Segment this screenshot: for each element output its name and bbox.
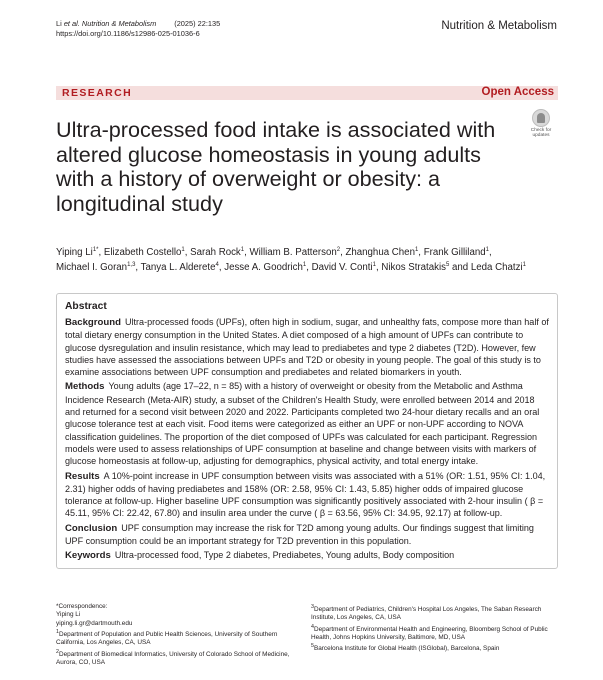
methods-label: Methods (65, 381, 105, 393)
citation-line (56, 19, 220, 29)
author-9[interactable]: Jesse A. Goodrich$^1$ (224, 261, 307, 274)
affiliation-1: $^1$Department of Population and Public Health Sciences, University of Southern California, Los Angeles, CA, USA (56, 628, 278, 647)
abstract-conclusion (65, 522, 549, 548)
correspondence-label: *Correspondence: (56, 603, 108, 610)
author-8[interactable]: Tanya L. Alderete$^4$ (140, 261, 219, 274)
author-3[interactable]: Sarah Rock$^1$ (190, 246, 245, 258)
article-type-label: RESEARCH (62, 87, 133, 99)
footnotes-left (56, 603, 296, 667)
abstract-background (65, 316, 549, 378)
author-10[interactable]: David V. Conti$^1$ (311, 261, 376, 274)
check-for-updates-label: Check for updates (530, 128, 552, 139)
correspondence-name: Yiping Li (56, 611, 81, 619)
author-11[interactable]: Nikos Stratakis$^5$ (381, 261, 450, 274)
abstract-keywords (65, 549, 549, 562)
author-6[interactable]: Frank Gilliland$^1$ (423, 246, 489, 258)
conclusion-label: Conclusion (65, 522, 118, 534)
author-7[interactable]: Michael I. Goran$^{1,3}$ (56, 261, 136, 274)
abstract-methods (65, 380, 549, 467)
author-4[interactable]: William B. Patterson$^2$ (249, 246, 341, 258)
background-text: Ultra-processed foods (UPFs), often high in sodium, sugar, and unhealthy fats, compose more than half of total dietary energy consumption in the United States. A diet composed of a high amount of UPFs can contribute to glucose dysregulation and insulin resistance, which may lead to prediabetes and type 2 diabetes (T2D). However, few studies have assessed the associations between UPFs and T2D or obesity in young people. The goal of this study is to examine associations between UPF consumption and prediabetes and related biomarkers in youth. (65, 317, 549, 378)
running-header (56, 19, 220, 39)
methods-text: Young adults (age 17–22, n = 85) with a history of overweight or obesity from the Metabolic and Asthma Incidence Research (Meta-AIR) study, a subset of the Children's Health Study, were enrolled between 2014 and 2018 and returned for a second visit between 2020 and 2022. Participants completed two 24-hour dietary recalls and an oral glucose tolerance test at each visit. Food items were categorized as either an UPF or non-UPF according to NOVA classification guidelines. The proportion of the diet composed of UPFs was calculated for each participant. Regression models were used to assess relationships of UPF consumption at baseline and change between visits with markers of glucose homeostasis at follow-up, adjusting for demographics, physical activity, and total energy intake. (65, 381, 540, 467)
author-12[interactable]: Leda Chatzi$^1$ (470, 261, 526, 274)
abstract-box (56, 293, 558, 569)
check-for-updates-badge[interactable] (528, 109, 554, 139)
author-list: Yiping $Li^{1*}$, Elizabeth Costello$^1$, Sarah Rock$^1$, William B. Patterson$^2$, Zhanghua Chen$^1$, Frank Gilliland$^1$, Michael I. Goran$^{1,3}$, Tanya L. Alderete$^4$, Jesse A. Goodrich$^1$, David V. Conti$^1$, Nikos Stratakis$^5$ and Leda Chatzi$^1$ (56, 246, 526, 274)
keywords-text: Ultra-processed food, Type 2 diabetes, Prediabetes, Young adults, Body composition (114, 550, 455, 561)
affiliation-4: $^4$Department of Environmental Health and Engineering, Bloomberg School of Public Health, Johns Hopkins University, Baltimore, MD, USA (311, 623, 548, 642)
bookmark-icon (532, 109, 550, 127)
open-access-label: Open Access (481, 86, 554, 98)
affiliation-2: $^2$Department of Biomedical Informatics, University of Colorado School of Medicine, Aurora, CO, USA (56, 648, 290, 667)
article-type-band (56, 86, 558, 100)
keywords-label: Keywords (65, 550, 111, 562)
citation-year: (2025) 22:135 (174, 19, 221, 28)
abstract-heading: Abstract (65, 301, 107, 312)
citation-journal: et al. Nutrition & Metabolism (63, 19, 157, 28)
author-2[interactable]: Elizabeth Costello$^1$ (103, 246, 185, 258)
results-text: A 10%-point increase in UPF consumption between visits was associated with a 51% (OR: 1.51, 95% CI: 1.04, 2.31) higher odds of having prediabetes and 158% (OR: 2.58, 95% CI: 1.43, 5.85) higher odds of impaired glucose tolerance at follow-up. Higher baseline UPF consumption was significantly positively associated with 2-hour insulin ( β = 45.11, 95% CI: 22.42, 67.80) and insulin area under the curve ( β = 63.56, 95% CI: 34.95, 92.17) at follow-up. (65, 470, 546, 519)
journal-name: Nutrition & Metabolism (441, 20, 557, 32)
authors-and: and (452, 262, 469, 274)
results-label: Results (65, 470, 100, 482)
affiliation-5: $^5$Barcelona Institute for Global Health (ISGlobal), Barcelona, Spain (311, 643, 500, 653)
footnotes-right (311, 603, 556, 654)
correspondence-email[interactable]: yiping.li.gr@dartmouth.edu (56, 619, 133, 627)
conclusion-text: UPF consumption may increase the risk for T2D among young adults. Our findings suggest that limiting UPF consumption could be an important strategy for T2D prevention in this population. (65, 522, 534, 547)
doi-link[interactable]: https://doi.org/10.1186/s12986-025-01036-6 (56, 29, 200, 38)
author-5[interactable]: Zhanghua Chen$^1$ (345, 246, 419, 258)
article-title: Ultra-processed food intake is associated with altered glucose homeostasis in young adults with a history of overweight or obesity: a longitudinal study (56, 117, 496, 216)
author-1[interactable]: Yiping $Li^{1*}$ (56, 246, 99, 258)
background-label: Background (65, 317, 121, 328)
citation-authors: Li (56, 19, 64, 28)
affiliation-3: $^3$Department of Pediatrics, Children's Hospital Los Angeles, The Saban Research Institute, Los Angeles, CA, USA (311, 604, 542, 622)
abstract-results (65, 470, 549, 520)
